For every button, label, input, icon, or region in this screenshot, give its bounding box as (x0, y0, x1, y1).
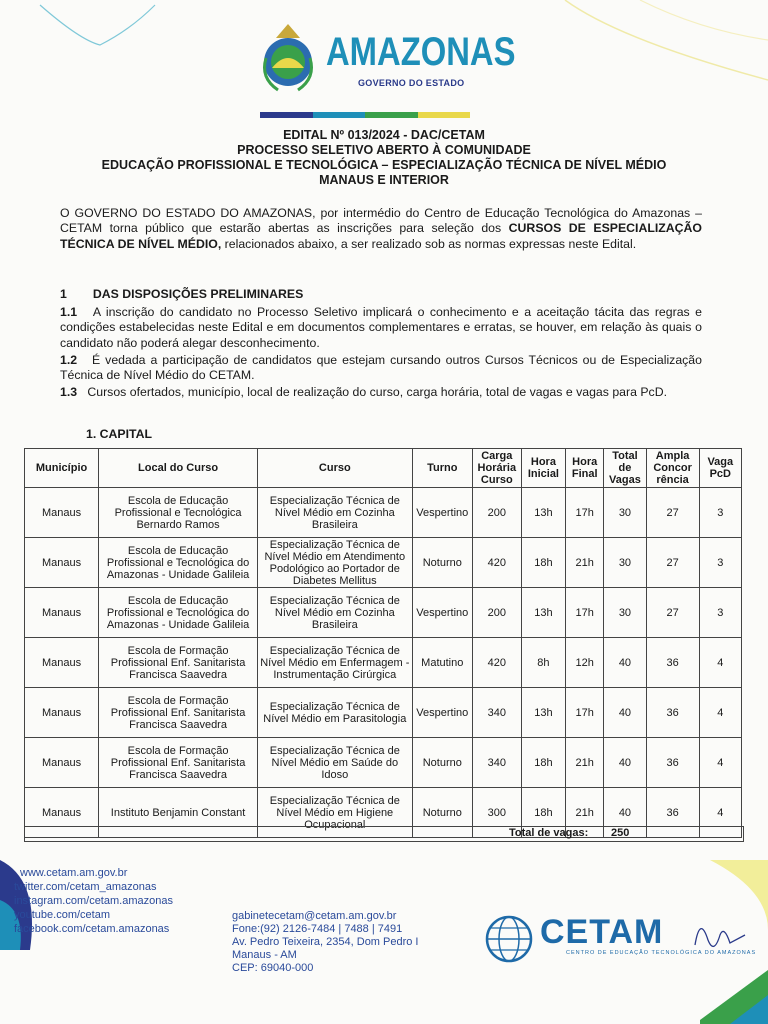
cell-local: Escola de Educação Profissional e Tecnológica Bernardo Ramos (99, 488, 258, 538)
cetam-logo-subtitle: CENTRO DE EDUCAÇÃO TECNOLÓGICA DO AMAZONAS (566, 950, 757, 956)
cell-total-vagas: 30 (604, 488, 646, 538)
cell-municipio: Manaus (25, 538, 99, 588)
item-1-2-text: É vedada a participação de candidatos que estejam cursando outros Cursos Técnicos ou de Especialização Técnica de Nível Médio do CETAM. (60, 353, 702, 383)
cell-total-vagas: 40 (604, 638, 646, 688)
cell-carga: 200 (472, 588, 521, 638)
cell-pcd: 3 (699, 538, 741, 588)
logo-subtitle: GOVERNO DO ESTADO (358, 78, 465, 88)
cell-curso: Especialização Técnica de Nível Médio em Parasitologia (257, 688, 412, 738)
footer-link-twitter[interactable]: twitter.com/cetam_amazonas (14, 881, 157, 893)
amazonas-emblem-icon (258, 18, 320, 98)
cell-pcd: 4 (699, 738, 741, 788)
header-ampla: Ampla Concor rência (646, 449, 699, 488)
cell-ampla: 36 (646, 788, 699, 838)
cell-hora-final: 12h (566, 638, 604, 688)
cell-ampla: 36 (646, 688, 699, 738)
header-pcd: Vaga PcD (699, 449, 741, 488)
cell-hora-inicial: 18h (521, 738, 565, 788)
cell-ampla: 27 (646, 488, 699, 538)
cell-pcd: 4 (699, 638, 741, 688)
item-1-3 (60, 385, 702, 400)
table-row (25, 488, 742, 538)
cell-curso: Especialização Técnica de Nível Médio em Enfermagem - Instrumentação Cirúrgica (257, 638, 412, 688)
cell-ampla: 36 (646, 638, 699, 688)
intro-bold: CURSOS DE ESPECIALIZAÇÃO TÉCNICA DE NÍVEL MÉDIO, (60, 221, 702, 251)
cell-local: Escola de Educação Profissional e Tecnológica do Amazonas - Unidade Galileia (99, 588, 258, 638)
cell-ampla: 27 (646, 588, 699, 638)
footer-links (14, 866, 173, 936)
cell-curso: Especialização Técnica de Nível Médio em Cozinha Brasileira (257, 488, 412, 538)
header-color-stripe (260, 112, 470, 118)
cell-carga: 340 (472, 738, 521, 788)
corner-decoration-top-left (0, 0, 200, 60)
cell-carga: 420 (472, 638, 521, 688)
title-line-1: EDITAL Nº 013/2024 - DAC/CETAM (283, 128, 485, 142)
cell-ampla: 36 (646, 738, 699, 788)
cell-pcd: 4 (699, 788, 741, 838)
cell-local: Escola de Formação Profissional Enf. Sanitarista Francisca Saavedra (99, 688, 258, 738)
item-1-2-number: 1.2 (60, 353, 78, 367)
cell-hora-final: 21h (566, 738, 604, 788)
header-curso: Curso (257, 449, 412, 488)
cell-turno: Vespertino (412, 488, 472, 538)
cell-turno: Vespertino (412, 588, 472, 638)
table-row (25, 688, 742, 738)
cell-carga: 420 (472, 538, 521, 588)
item-1-1-number: 1.1 (60, 305, 78, 319)
table-header-row (25, 449, 742, 488)
logo-title: AMAZONAS (326, 30, 516, 74)
footer-city: Manaus - AM (232, 949, 297, 961)
title-line-4: MANAUS E INTERIOR (319, 173, 449, 187)
cell-carga: 300 (472, 788, 521, 838)
cell-hora-final: 21h (566, 538, 604, 588)
cell-pcd: 3 (699, 588, 741, 638)
total-row (24, 826, 744, 842)
section-title: DAS DISPOSIÇÕES PRELIMINARES (92, 287, 304, 301)
cell-carga: 200 (472, 488, 521, 538)
cell-municipio: Manaus (25, 738, 99, 788)
footer-link-youtube[interactable]: youtube.com/cetam (14, 909, 110, 921)
footer-link-website[interactable]: www.cetam.am.gov.br (20, 867, 128, 879)
intro-paragraph (60, 206, 702, 252)
item-1-3-number: 1.3 (60, 385, 78, 399)
item-1-1-text: A inscrição do candidato no Processo Seletivo implicará o conhecimento e a aceitação tácita das regras e condições estabelecidas neste Edital e em documentos complementares e erratas, se houver, em relação às quais o candidato não poderá alegar desconhecimento. (60, 305, 702, 350)
footer-email[interactable]: gabinetecetam@cetam.am.gov.br (232, 910, 397, 922)
cell-turno: Noturno (412, 538, 472, 588)
intro-text-1: O GOVERNO DO ESTADO DO AMAZONAS, por intermédio do Centro de Educação Tecnológica do Amazonas – CETAM torna público que estarão abertas as inscrições para seleção dos (60, 206, 702, 236)
cell-municipio: Manaus (25, 588, 99, 638)
cell-local: Escola de Formação Profissional Enf. Sanitarista Francisca Saavedra (99, 738, 258, 788)
footer-corner-decoration (690, 860, 768, 1024)
footer-link-instagram[interactable]: instagram.com/cetam.amazonas (14, 895, 173, 907)
cell-turno: Noturno (412, 738, 472, 788)
cell-total-vagas: 40 (604, 738, 646, 788)
cell-hora-inicial: 18h (521, 788, 565, 838)
header-turno: Turno (412, 449, 472, 488)
cell-local: Escola de Formação Profissional Enf. Sanitarista Francisca Saavedra (99, 638, 258, 688)
cetam-logo-text: CETAM (540, 913, 664, 951)
cell-turno: Matutino (412, 638, 472, 688)
header-hora-inicial: Hora Inicial (521, 449, 565, 488)
capital-heading: 1. CAPITAL (86, 427, 153, 441)
cell-total-vagas: 40 (604, 788, 646, 838)
header-local: Local do Curso (99, 449, 258, 488)
header-hora-final: Hora Final (566, 449, 604, 488)
cell-municipio: Manaus (25, 688, 99, 738)
cell-hora-inicial: 13h (521, 688, 565, 738)
footer-link-facebook[interactable]: facebook.com/cetam.amazonas (14, 923, 170, 935)
table-row (25, 538, 742, 588)
cell-curso: Especialização Técnica de Nível Médio em Atendimento Podológico ao Portador de Diabetes Mellitus (257, 538, 412, 588)
cell-municipio: Manaus (25, 638, 99, 688)
cell-total-vagas: 30 (604, 588, 646, 638)
cell-hora-inicial: 8h (521, 638, 565, 688)
cell-pcd: 4 (699, 688, 741, 738)
header-total-vagas: Total de Vagas (604, 449, 646, 488)
cell-curso: Especialização Técnica de Nível Médio em Cozinha Brasileira (257, 588, 412, 638)
cell-hora-final: 21h (566, 788, 604, 838)
cell-local: Instituto Benjamin Constant (99, 788, 258, 838)
cell-hora-inicial: 13h (521, 488, 565, 538)
cell-pcd: 3 (699, 488, 741, 538)
cell-hora-final: 17h (566, 688, 604, 738)
cell-local: Escola de Educação Profissional e Tecnológica do Amazonas - Unidade Galileia (99, 538, 258, 588)
cell-hora-inicial: 13h (521, 588, 565, 638)
table-row (25, 638, 742, 688)
item-1-1 (60, 305, 702, 351)
footer-phone: Fone:(92) 2126-7484 | 7488 | 7491 (232, 923, 403, 935)
section-number: 1 (60, 287, 67, 301)
table-row (25, 588, 742, 638)
header-carga: Carga Horária Curso (472, 449, 521, 488)
footer-address: Av. Pedro Teixeira, 2354, Dom Pedro I (232, 936, 419, 948)
cell-hora-final: 17h (566, 588, 604, 638)
corner-decoration-top-right (560, 0, 768, 120)
cell-municipio: Manaus (25, 788, 99, 838)
title-line-3: EDUCAÇÃO PROFISSIONAL E TECNOLÓGICA – ESPECIALIZAÇÃO TÉCNICA DE NÍVEL MÉDIO (101, 158, 667, 172)
cell-total-vagas: 30 (604, 538, 646, 588)
item-1-2 (60, 353, 702, 384)
cell-curso: Especialização Técnica de Nível Médio em Saúde do Idoso (257, 738, 412, 788)
cetam-globe-icon (482, 912, 536, 966)
item-1-3-text: Cursos ofertados, município, local de realização do curso, carga horária, total de vagas e vagas para PcD. (87, 385, 667, 399)
cell-total-vagas: 40 (604, 688, 646, 738)
cell-hora-inicial: 18h (521, 538, 565, 588)
cell-carga: 340 (472, 688, 521, 738)
cell-turno: Noturno (412, 788, 472, 838)
footer-contact (232, 910, 419, 975)
title-line-2: PROCESSO SELETIVO ABERTO À COMUNIDADE (237, 143, 531, 157)
section-heading (60, 287, 702, 302)
total-label: Total de vagas: (509, 827, 589, 839)
footer-cep: CEP: 69040-000 (232, 962, 314, 974)
cell-hora-final: 17h (566, 488, 604, 538)
table-row (25, 738, 742, 788)
document-title (40, 128, 728, 188)
intro-text-2: relacionados abaixo, a ser realizado sob as normas expressas neste Edital. (221, 236, 637, 251)
courses-table (24, 448, 742, 838)
cell-municipio: Manaus (25, 488, 99, 538)
header-municipio: Município (25, 449, 99, 488)
total-value: 250 (611, 827, 630, 839)
cell-curso: Especialização Técnica de Nível Médio em Higiene Ocupacional (257, 788, 412, 838)
cell-ampla: 27 (646, 538, 699, 588)
amazonas-logo (258, 18, 516, 98)
cell-turno: Vespertino (412, 688, 472, 738)
